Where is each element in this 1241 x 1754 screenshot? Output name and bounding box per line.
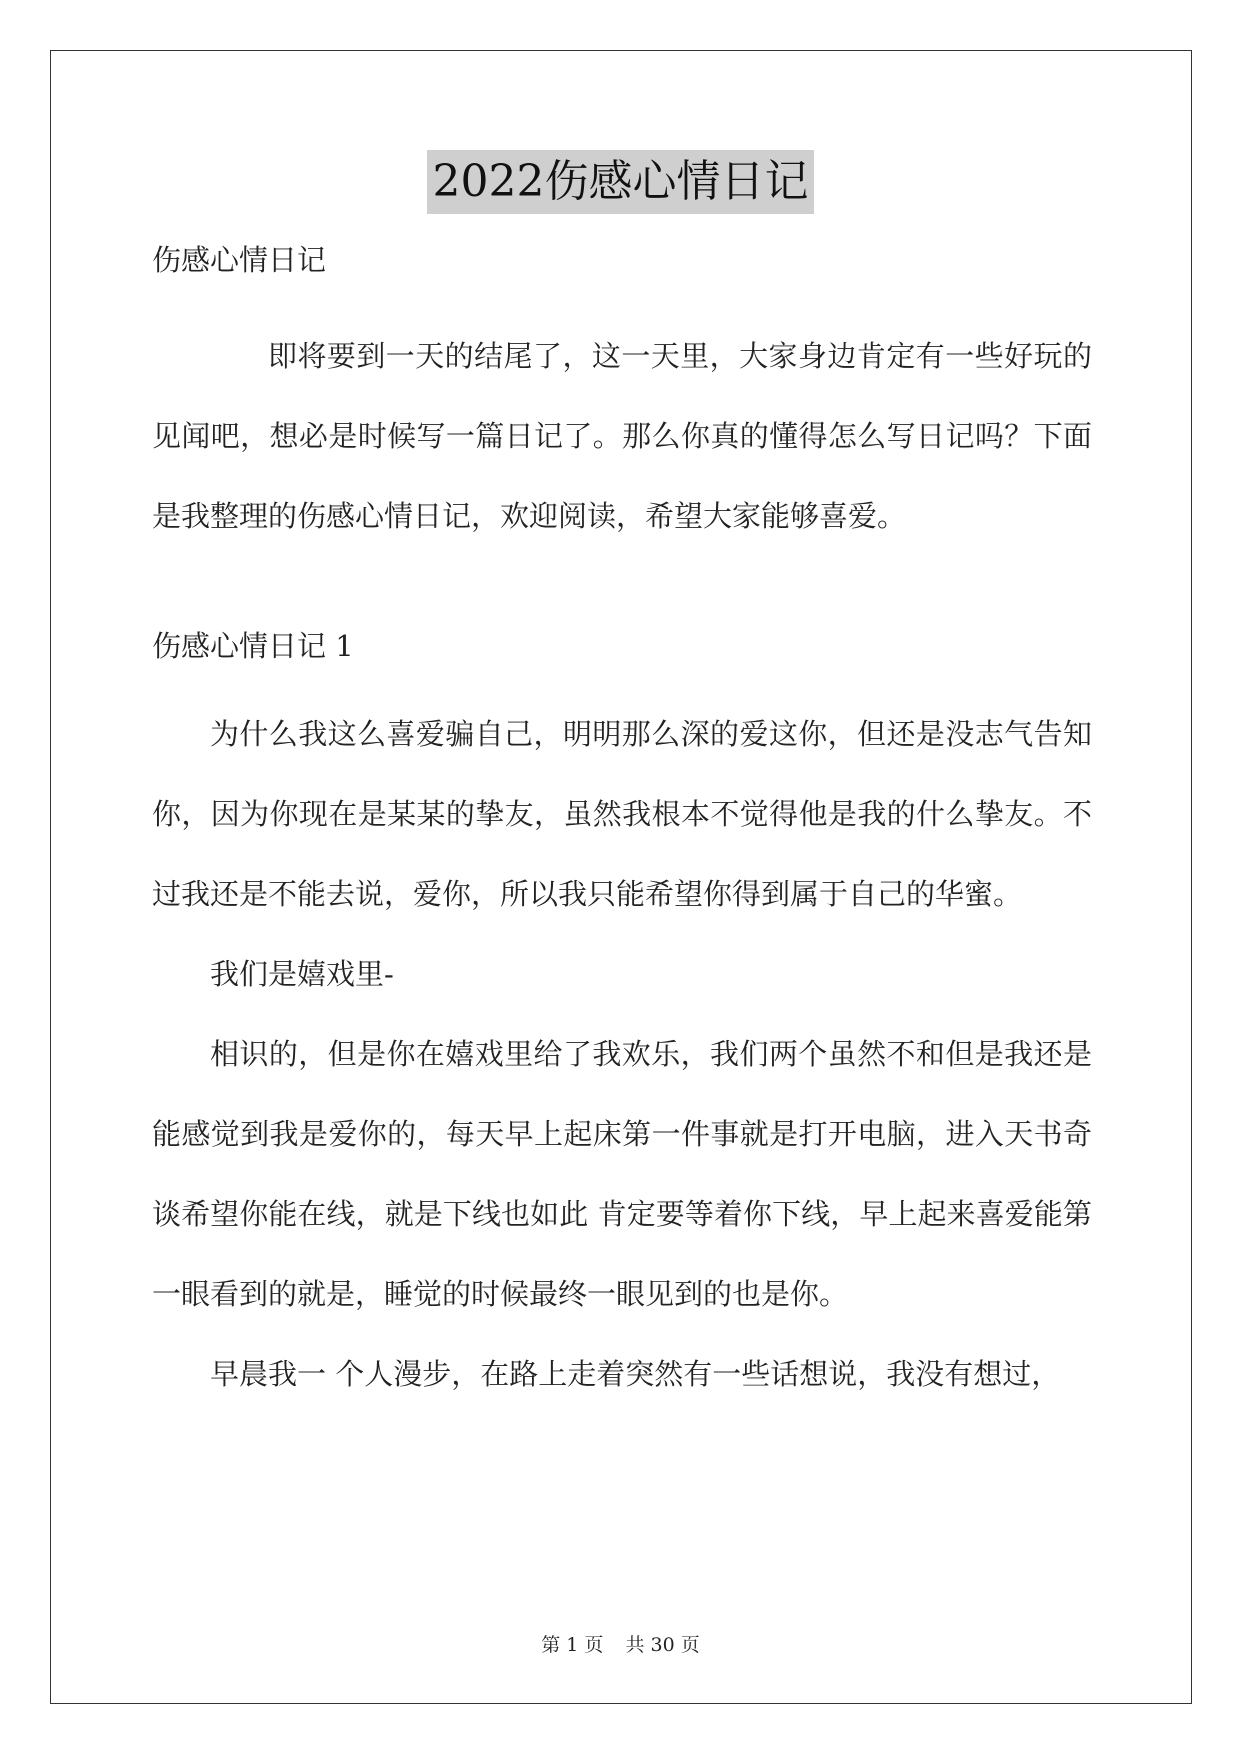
- body-paragraph-4: 早晨我一 个人漫步，在路上走着突然有一些话想说，我没有想过，: [210, 1357, 1061, 1391]
- document-title-text: 2022伤感心情日记: [427, 150, 815, 214]
- body-paragraph-3: 相识的，但是你在嬉戏里给了我欢乐，我们两个虽然不和但是我还是能感觉到我是爱你的，每天早上起床第一件事就是打开电脑，进入天书奇谈希望你能在线，就是下线也如此 肯定要等着你下线，早上起来喜爱能第一眼看到的就是，睡觉的时候最终一眼见到的也是你。: [152, 1037, 1092, 1311]
- document-body: [152, 238, 1092, 1414]
- section-gap: [152, 556, 1092, 624]
- body-paragraph-1: 为什么我这么喜爱骗自己，明明那么深的爱这你，但还是没志气告知你，因为你现在是某某的挚友，虽然我根本不觉得他是我的什么挚友。不过我还是不能去说，爱你，所以我只能希望你得到属于自己的华蜜。: [152, 717, 1092, 911]
- intro-paragraph: 即将要到一天的结尾了，这一天里，大家身边肯定有一些好玩的见闻吧，想必是时候写一篇日记了。那么你真的懂得怎么写日记吗？下面是我整理的伤感心情日记，欢迎阅读，希望大家能够喜爱。: [152, 339, 1092, 533]
- page-number: 第 1 页: [541, 1634, 604, 1656]
- section-heading-diary-1: 伤感心情日记 1: [152, 629, 354, 663]
- page-total: 共 30 页: [625, 1634, 700, 1656]
- document-title: [0, 150, 1241, 214]
- page-footer: [0, 1630, 1241, 1657]
- section-heading-intro: 伤感心情日记: [152, 243, 327, 277]
- body-paragraph-2: 我们是嬉戏里-: [210, 957, 394, 991]
